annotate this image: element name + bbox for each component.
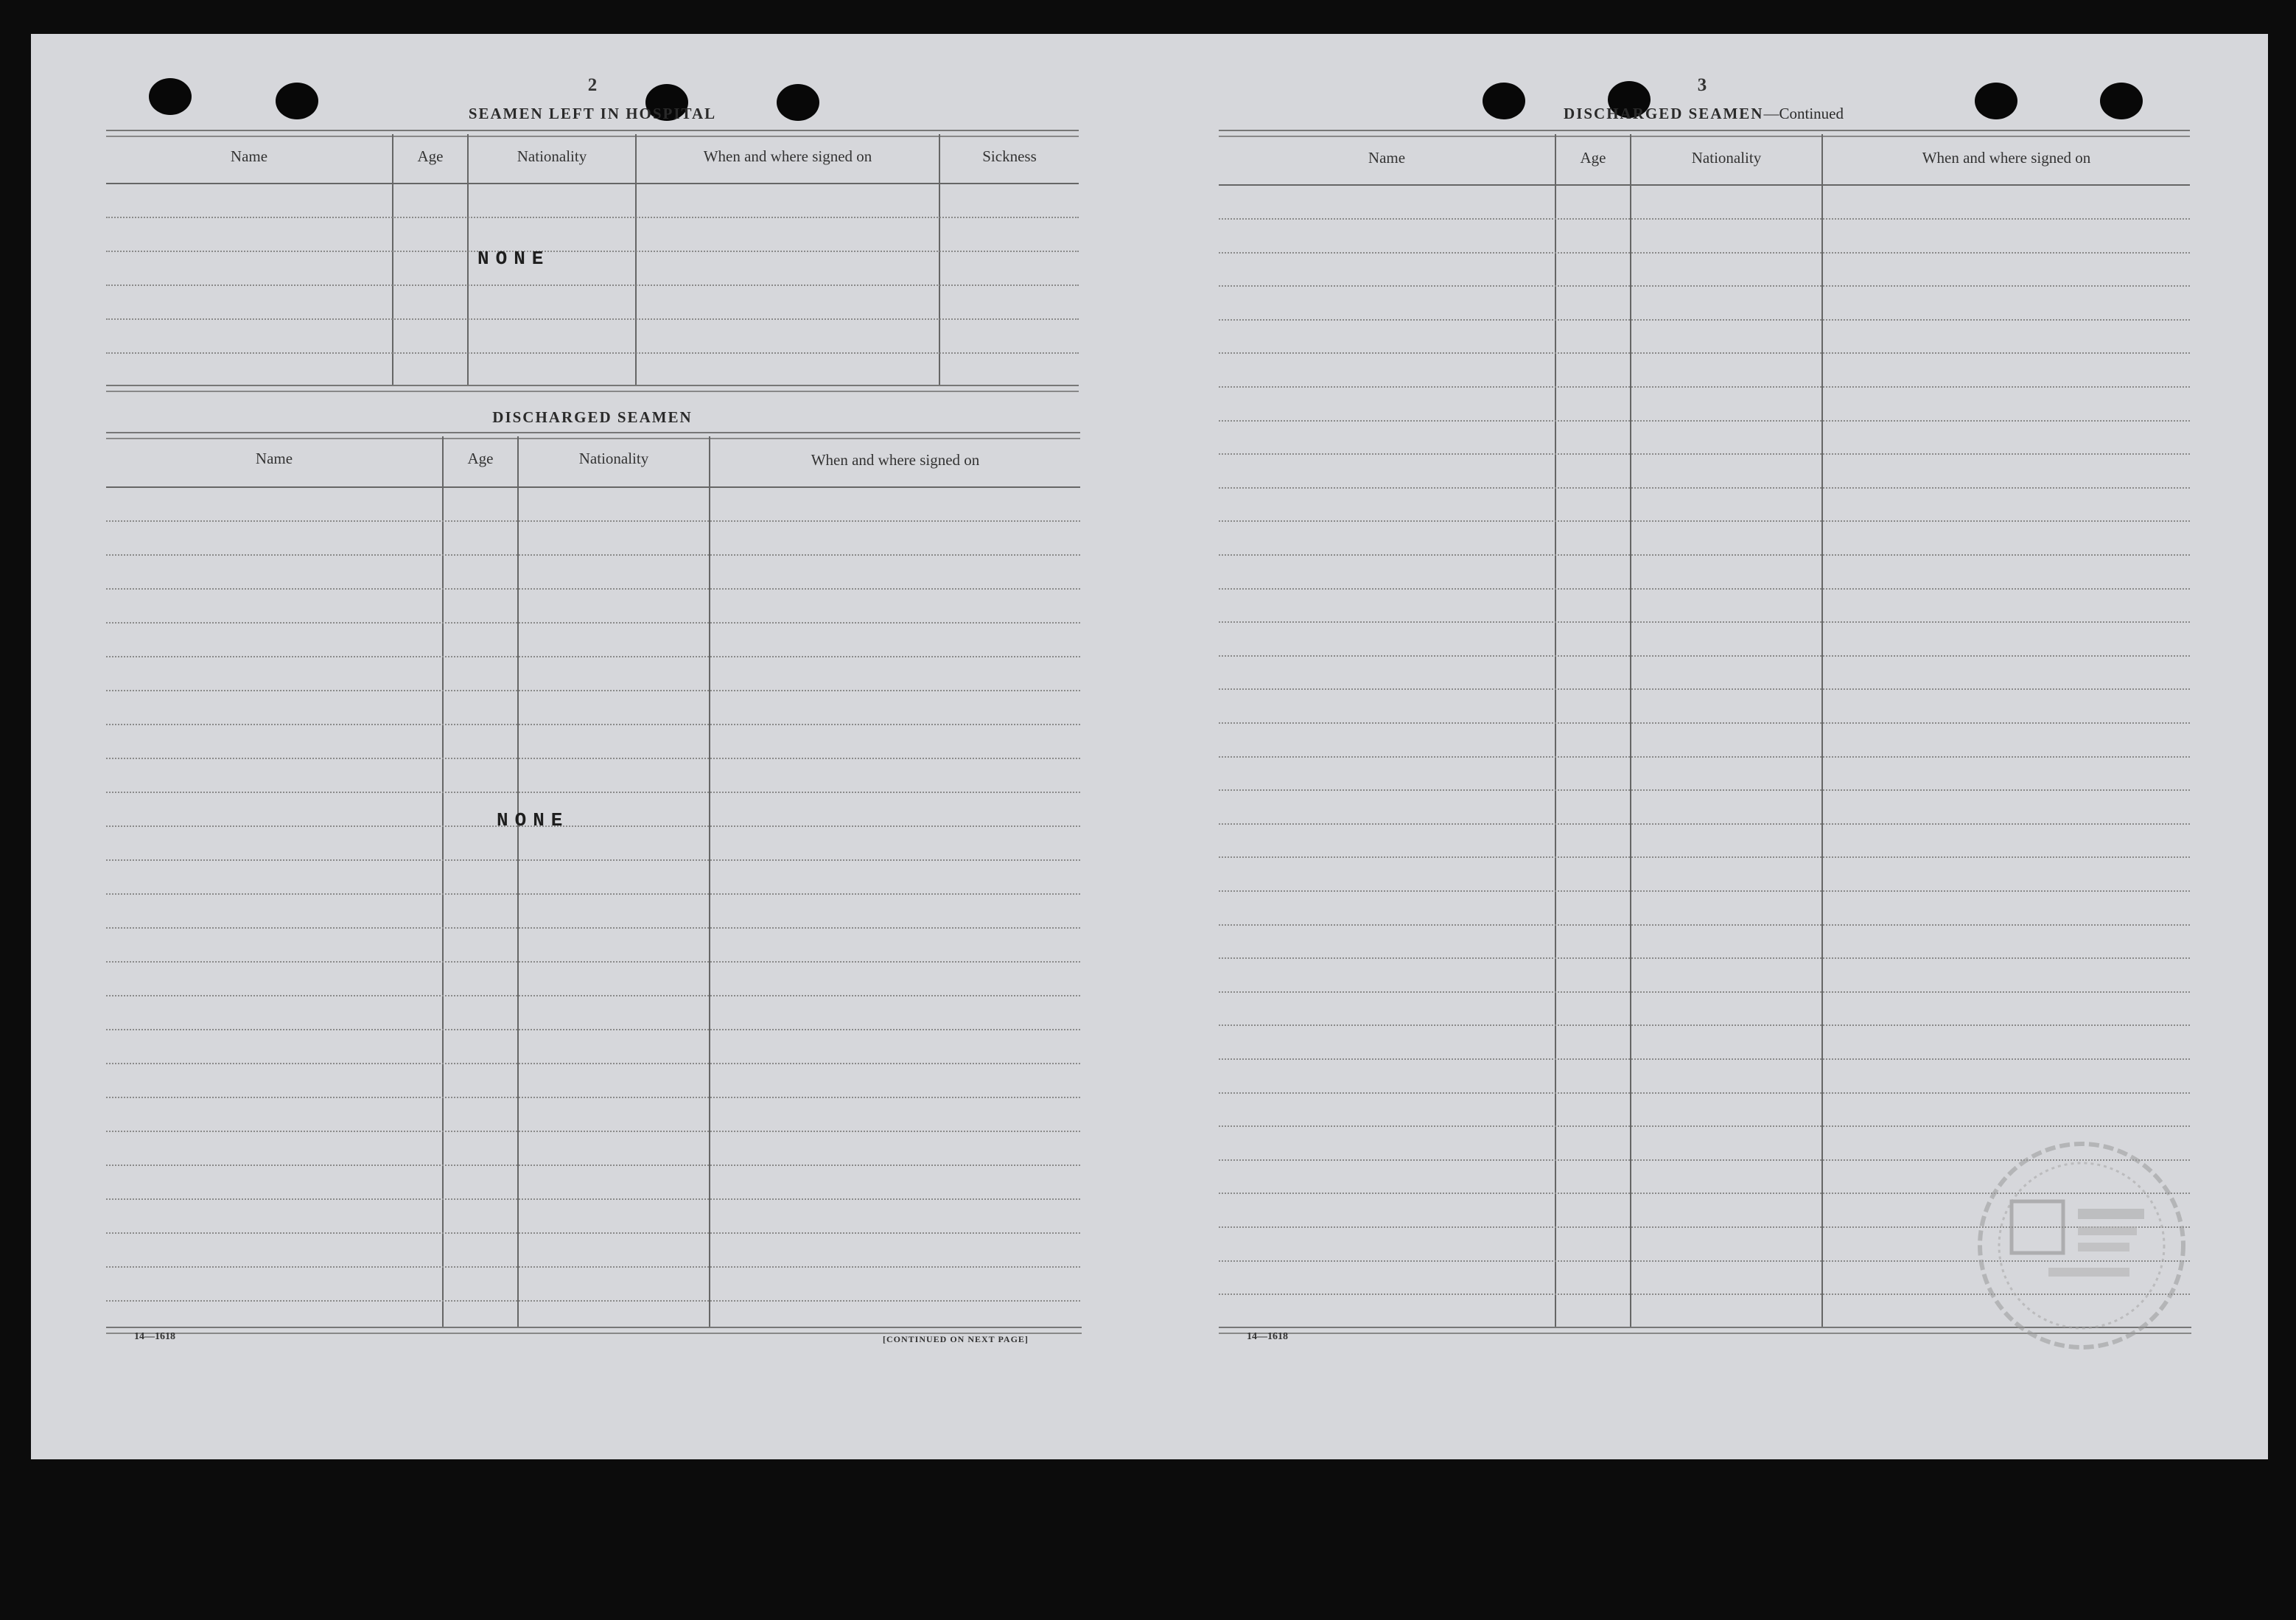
- ruled-line: [106, 217, 1079, 218]
- ruled-line: [106, 1300, 1080, 1302]
- ruled-line: [106, 1232, 1080, 1234]
- ruled-line: [1219, 655, 2190, 657]
- ruled-line: [1219, 285, 2190, 287]
- ruled-line: [1219, 218, 2190, 220]
- ruled-line: [1219, 1058, 2190, 1060]
- discharged-continued-title-main: DISCHARGED SEAMEN: [1564, 105, 1764, 122]
- hospital-bottom-rule: [106, 385, 1079, 392]
- ruled-line: [106, 690, 1080, 691]
- ruled-line: [106, 825, 1080, 827]
- ruled-line: [106, 995, 1080, 996]
- hospital-section-title: SEAMEN LEFT IN HOSPITAL: [468, 105, 717, 122]
- punch-hole: [777, 84, 819, 121]
- document-sheet: [31, 34, 2268, 1459]
- ruled-line: [106, 724, 1080, 725]
- hospital-none-entry: NONE: [477, 248, 550, 270]
- ruled-line: [1219, 789, 2190, 791]
- ruled-line: [106, 318, 1079, 320]
- ruled-line: [106, 251, 1079, 252]
- discharged-divider: [442, 436, 444, 1327]
- ruled-line: [106, 1063, 1080, 1064]
- discharged-col-nationality: Nationality: [578, 450, 649, 467]
- ruled-line: [1219, 420, 2190, 422]
- right-divider: [1821, 134, 1823, 1327]
- ruled-line: [106, 656, 1080, 657]
- ruled-line: [1219, 252, 2190, 254]
- ruled-line: [1219, 890, 2190, 892]
- ruled-line: [1219, 1125, 2190, 1127]
- page-number-right: 3: [1697, 75, 1707, 95]
- postmark-stamp-icon: [1960, 1128, 2203, 1364]
- ruled-line: [1219, 756, 2190, 758]
- discharged-header-rule: [106, 486, 1080, 488]
- discharged-section-title: DISCHARGED SEAMEN: [492, 408, 693, 426]
- ruled-line: [106, 1266, 1080, 1268]
- continued-note: [CONTINUED ON NEXT PAGE]: [883, 1334, 1029, 1344]
- right-col-name: Name: [1368, 149, 1406, 167]
- hospital-col-age: Age: [417, 147, 444, 165]
- ruled-line: [106, 758, 1080, 759]
- discharged-divider: [517, 436, 519, 1327]
- hospital-divider: [635, 134, 637, 385]
- ruled-line: [1219, 1024, 2190, 1026]
- discharged-top-rule: [106, 432, 1080, 439]
- ruled-line: [106, 520, 1080, 522]
- ruled-line: [106, 961, 1080, 963]
- ruled-line: [1219, 487, 2190, 489]
- hospital-col-nationality: Nationality: [517, 147, 587, 165]
- punch-hole: [2100, 83, 2143, 119]
- ruled-line: [1219, 688, 2190, 690]
- punch-hole: [276, 83, 318, 119]
- page-number-left: 2: [587, 75, 598, 95]
- hospital-divider: [939, 134, 940, 385]
- ruled-line: [106, 1029, 1080, 1030]
- right-col-nationality: Nationality: [1691, 149, 1762, 167]
- right-divider: [1630, 134, 1631, 1327]
- ruled-line: [106, 1131, 1080, 1132]
- hospital-col-sickness: Sickness: [982, 147, 1037, 165]
- ruled-line: [1219, 520, 2190, 522]
- ruled-line: [1219, 722, 2190, 724]
- right-divider: [1555, 134, 1556, 1327]
- ruled-line: [106, 622, 1080, 624]
- ruled-line: [1219, 621, 2190, 623]
- ruled-line: [1219, 386, 2190, 388]
- ruled-line: [106, 1198, 1080, 1200]
- hospital-col-name: Name: [230, 147, 268, 165]
- ruled-line: [1219, 924, 2190, 926]
- ruled-line: [1219, 1092, 2190, 1094]
- ruled-line: [1219, 352, 2190, 354]
- ruled-line: [106, 1097, 1080, 1098]
- ruled-line: [106, 859, 1080, 861]
- discharged-col-name: Name: [255, 450, 293, 467]
- ruled-line: [106, 893, 1080, 895]
- hospital-divider: [467, 134, 469, 385]
- hospital-top-rule: [106, 130, 1079, 137]
- hospital-header-rule: [106, 183, 1079, 184]
- ruled-line: [106, 352, 1079, 354]
- hospital-col-signed-on: When and where signed on: [703, 147, 872, 165]
- discharged-none-entry: NONE: [497, 809, 570, 831]
- discharged-col-age: Age: [467, 450, 494, 467]
- ruled-line: [106, 1165, 1080, 1166]
- right-header-rule: [1219, 184, 2190, 186]
- discharged-continued-title: [1564, 105, 1844, 123]
- discharged-continued-suffix: —Continued: [1763, 105, 1844, 122]
- discharged-divider: [709, 436, 710, 1327]
- left-page-bottom-rule: [106, 1327, 1082, 1334]
- ruled-line: [1219, 823, 2190, 825]
- hospital-divider: [392, 134, 393, 385]
- right-top-rule: [1219, 130, 2190, 137]
- right-col-signed-on: When and where signed on: [1922, 149, 2091, 167]
- ruled-line: [1219, 453, 2190, 455]
- ruled-line: [106, 792, 1080, 793]
- form-number-left: 14—1618: [134, 1331, 175, 1342]
- ruled-line: [1219, 588, 2190, 590]
- punch-hole: [1975, 83, 2017, 119]
- punch-hole: [149, 78, 192, 115]
- form-number-right: 14—1618: [1247, 1331, 1288, 1342]
- ruled-line: [1219, 319, 2190, 321]
- ruled-line: [1219, 554, 2190, 556]
- ruled-line: [1219, 856, 2190, 858]
- ruled-line: [1219, 957, 2190, 959]
- ruled-line: [106, 588, 1080, 590]
- discharged-col-signed-on: When and where signed on: [811, 451, 980, 469]
- ruled-line: [106, 554, 1080, 556]
- punch-hole: [1483, 83, 1525, 119]
- ruled-line: [106, 284, 1079, 286]
- ruled-line: [1219, 991, 2190, 993]
- ruled-line: [106, 927, 1080, 929]
- right-col-age: Age: [1580, 149, 1606, 167]
